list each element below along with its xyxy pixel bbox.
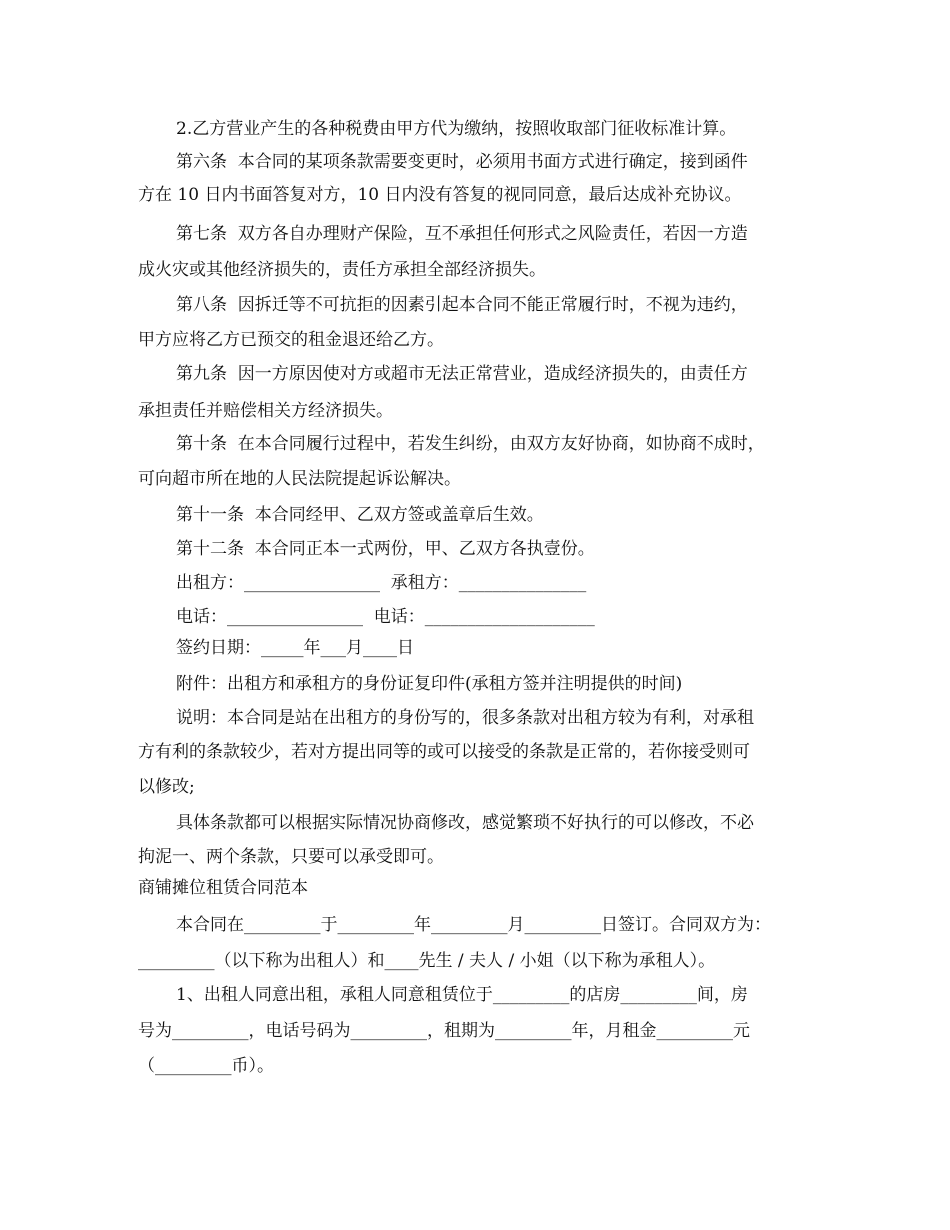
text-line: 第八条 因拆迁等不可抗拒的因素引起本合同不能正常履行时，不视为违约，: [176, 295, 748, 315]
text-line: 第十二条 本合同正本一式两份，甲、乙双方各执壹份。: [176, 539, 595, 559]
text-line: 方在 10 日内书面答复对方，10 日内没有答复的视同同意，最后达成补充协议。: [138, 185, 742, 205]
text-line: 本合同在_________于_________年_________月_________日签订。合同双方为：: [176, 915, 771, 935]
text-line: 可向超市所在地的人民法院提起诉讼解决。: [138, 469, 461, 489]
text-line: 第十条 在本合同履行过程中，若发生纠纷，由双方友好协商，如协商不成时，: [176, 434, 765, 454]
text-line: 方有利的条款较少，若对方提出同等的或可以接受的条款是正常的，若你接受则可: [138, 742, 750, 762]
text-line: （_________币）。: [138, 1056, 274, 1076]
text-line: 1、出租人同意出租，承租人同意租赁位于_________的店房_________间，房: [176, 985, 748, 1005]
text-line: 以修改;: [138, 777, 195, 797]
text-line: _________（以下称为出租人）和____先生 / 夫人 / 小姐（以下称为承租人）。: [138, 951, 716, 971]
text-line: 第七条 双方各自办理财产保险，互不承担任何形式之风险责任，若因一方造: [176, 224, 748, 244]
text-line: 承担责任并赔偿相关方经济损失。: [138, 401, 393, 421]
text-line: 2.乙方营业产生的各种税费由甲方代为缴纳，按照收取部门征收标准计算。: [176, 119, 737, 139]
text-line: 成火灾或其他经济损失的，责任方承担全部经济损失。: [138, 260, 546, 280]
attachment-note: 附件：出租方和承租方的身份证复印件(承租方签并注明提供的时间): [176, 674, 683, 694]
text-line: 第六条 本合同的某项条款需要变更时，必须用书面方式进行确定，接到函件: [176, 152, 748, 172]
text-line: 说明：本合同是站在出租方的身份写的，很多条款对出租方较为有利，对承租: [176, 708, 754, 728]
signature-field-parties: 出租方：________________ 承租方：_______________: [176, 573, 587, 593]
text-line: 第十一条 本合同经甲、乙双方签或盖章后生效。: [176, 505, 544, 525]
text-line: 拘泥一、两个条款，只要可以承受即可。: [138, 847, 444, 867]
signature-field-phones: 电话：________________ 电话：____________________: [176, 607, 595, 627]
text-line: 第九条 因一方原因使对方或超市无法正常营业，造成经济损失的，由责任方: [176, 364, 748, 384]
text-line: 甲方应将乙方已预交的租金退还给乙方。: [138, 330, 444, 350]
signing-date-field: 签约日期：_____年___月____日: [176, 638, 414, 658]
section-heading: 商铺摊位租赁合同范本: [138, 878, 308, 898]
text-line: 具体条款都可以根据实际情况协商修改，感觉繁琐不好执行的可以修改，不必: [176, 813, 754, 833]
text-line: 号为_________，电话号码为_________，租期为_________年，月租金_________元: [138, 1021, 750, 1041]
